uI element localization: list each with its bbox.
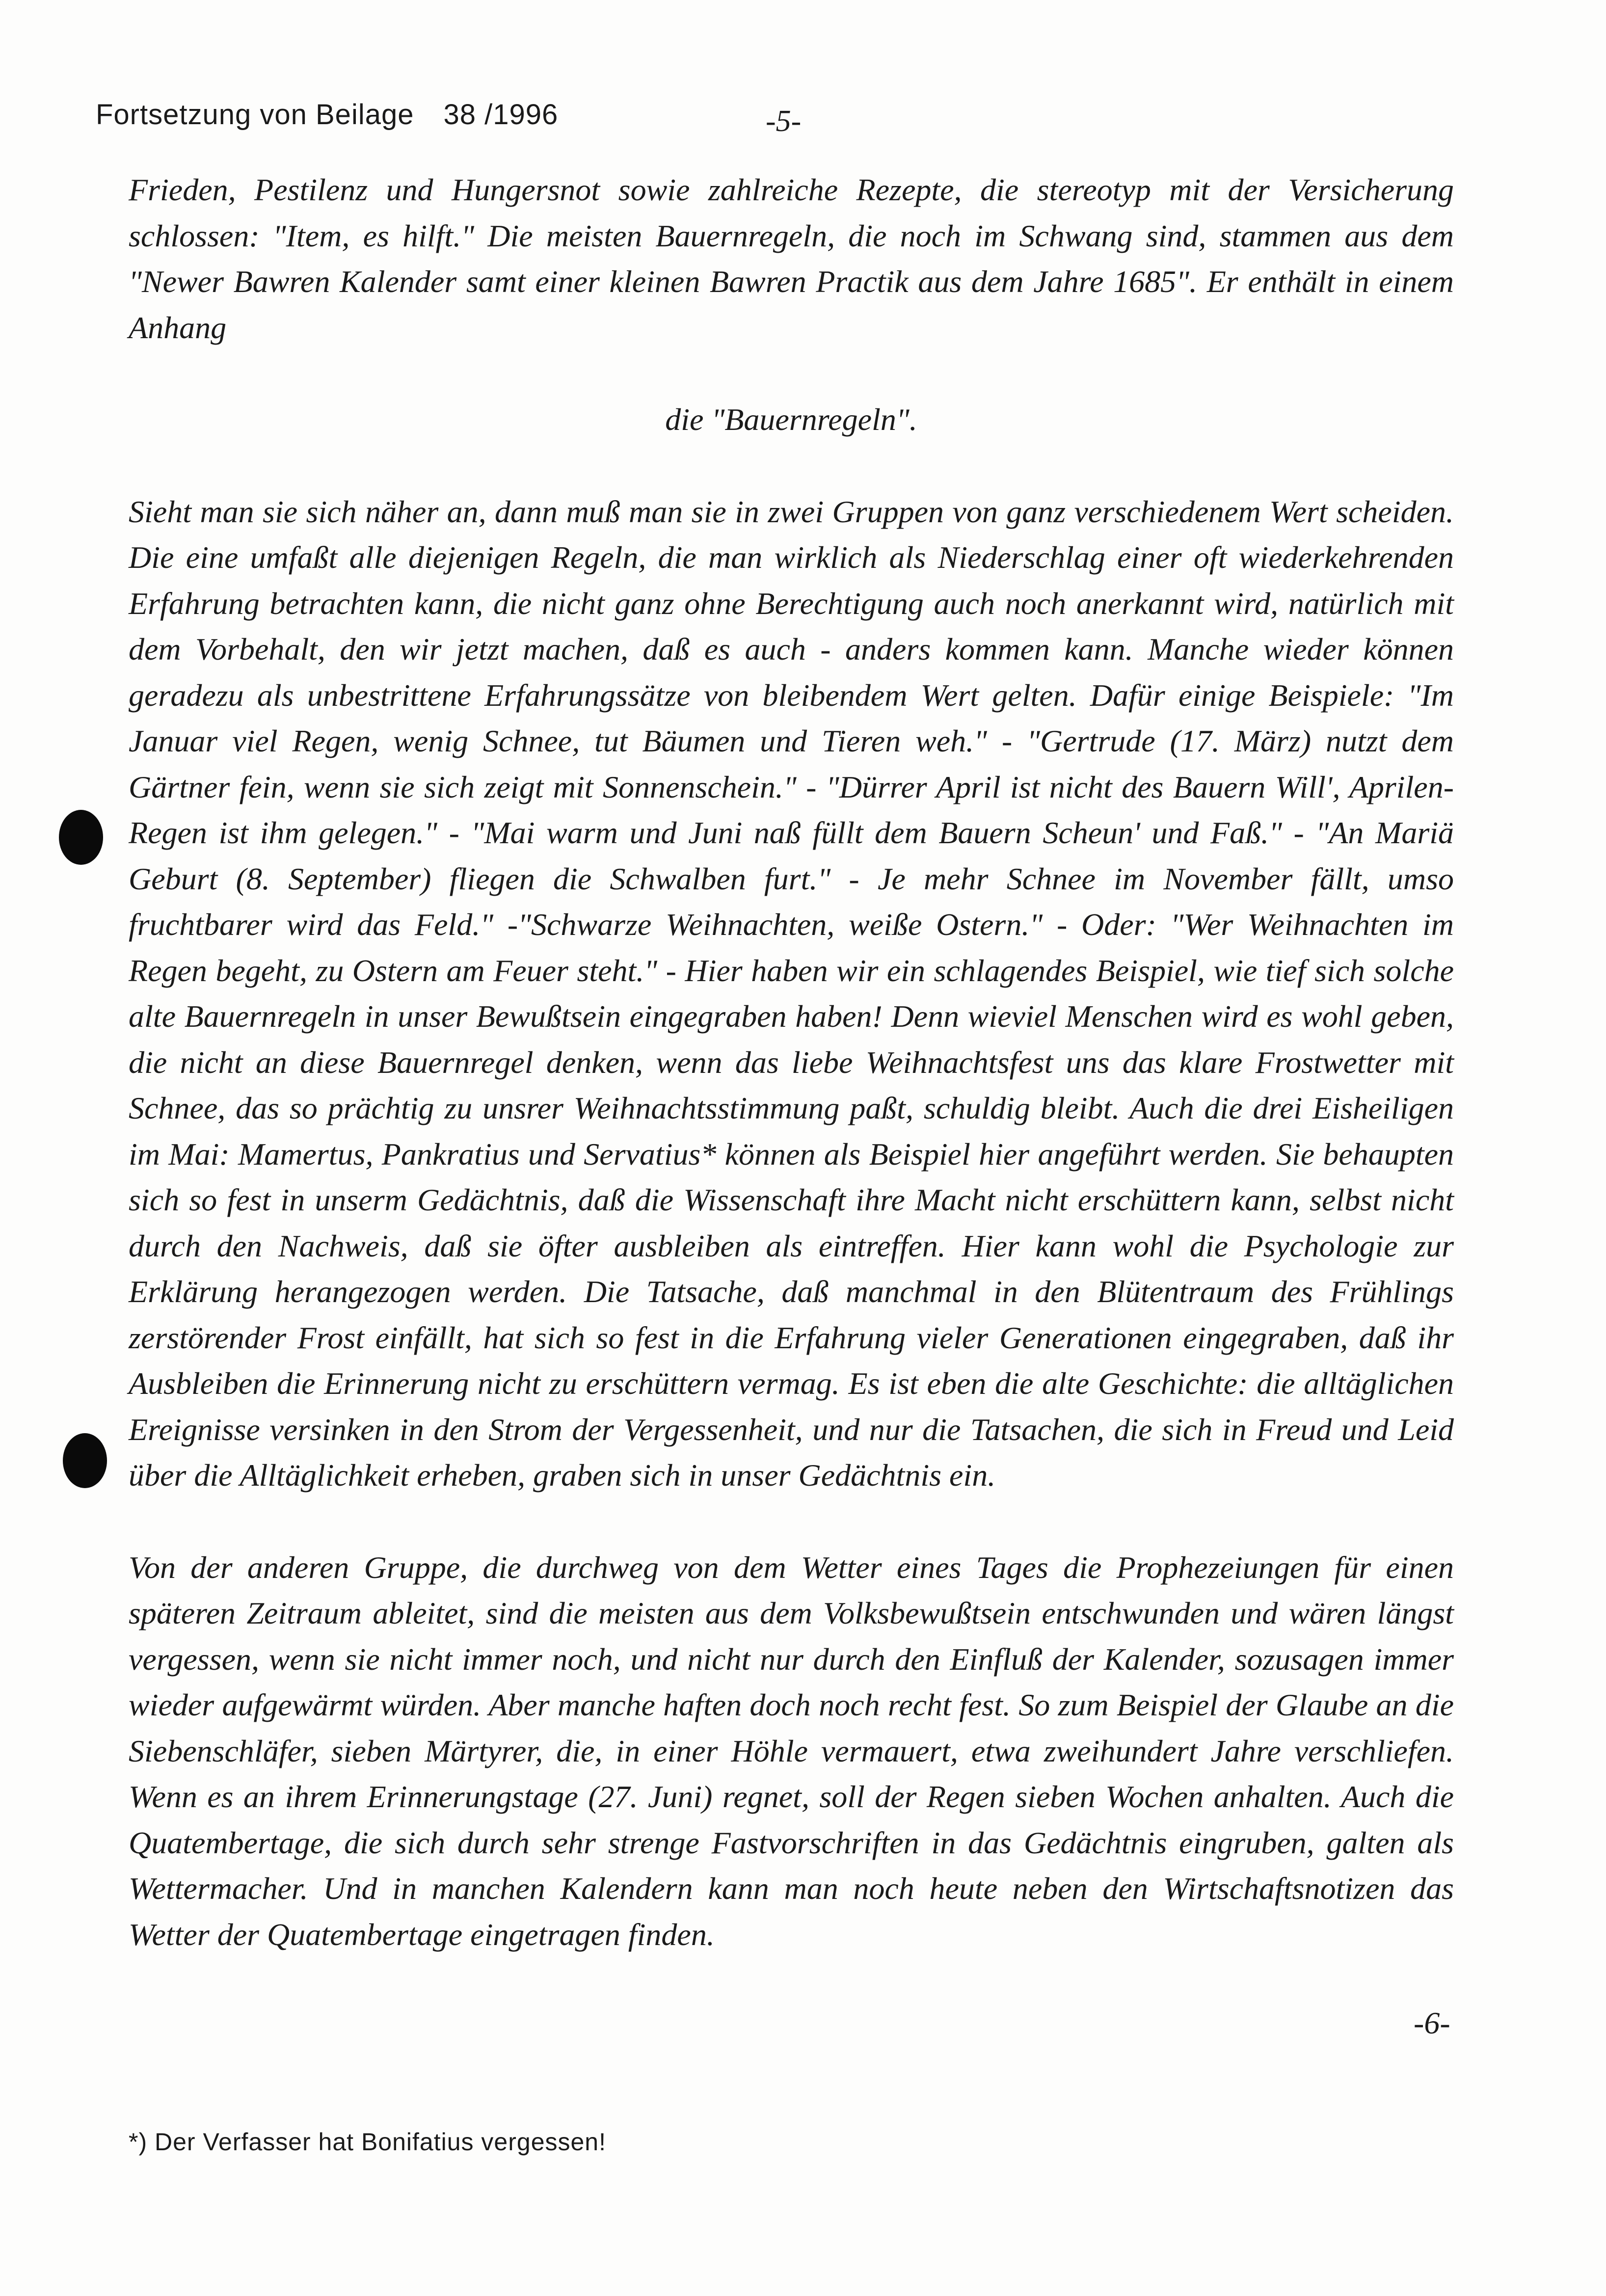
section-heading: die "Bauernregeln". <box>665 402 917 437</box>
body-text <box>129 167 1454 1957</box>
header-reference: 38 /1996 <box>443 99 559 131</box>
page-header <box>96 98 558 131</box>
next-page-marker: -6- <box>1414 2005 1450 2040</box>
page-number: -5- <box>766 105 802 138</box>
footnote: *) Der Verfasser hat Bonifatius vergessen! <box>129 2128 607 2156</box>
header-label: Fortsetzung von Beilage <box>96 99 414 131</box>
paragraph-2: Sieht man sie sich näher an, dann muß man sie in zwei Gruppen von ganz verschiedenem Wert scheiden. Die eine umfaßt alle diejenigen Regeln, die man wirklich als Niederschlag einer oft wiederkehrenden Erfahrung betrachten kann, die nicht ganz ohne Berechtigung auch noch anerkannt wird, natürlich mit dem Vorbehalt, den wir jetzt machen, daß es auch - anders kommen kann. Manche wieder können geradezu als unbestrittene Erfahrungssätze von bleibendem Wert gelten. Dafür einige Beispiele: "Im Januar viel Regen, wenig Schnee, tut Bäumen und Tieren weh." - "Gertrude (17. März) nutzt dem Gärtner fein, wenn sie sich zeigt mit Sonnenschein." - "Dürrer April ist nicht des Bauern Will', Aprilen-Regen ist ihm gelegen." - "Mai warm und Juni naß füllt dem Bauern Scheun' und Faß." - "An Mariä Geburt (8. September) fliegen die Schwalben furt." - Je mehr Schnee im November fällt, umso fruchtbarer wird das Feld." -"Schwarze Weihnachten, weiße Ostern." - Oder: "Wer Weihnachten im Regen begeht, zu Ostern am Feuer steht." - Hier haben wir ein schlagendes Beispiel, wie tief sich solche alte Bauernregeln in unser Bewußtsein eingegraben haben! Denn wieviel Menschen wird es wohl geben, die nicht an diese Bauernregel denken, wenn das liebe Weihnachtsfest uns das klare Frostwetter mit Schnee, das so prächtig zu unsrer Weihnachtsstimmung paßt, schuldig bleibt. Auch die drei Eisheiligen im Mai: Mamertus, Pankratius und Servatius* können als Beispiel hier angeführt werden. Sie behaupten sich so fest in unserm Gedächtnis, daß die Wissenschaft ihre Macht nicht erschüttern kann, selbst nicht durch den Nachweis, daß sie öfter ausbleiben als eintreffen. Hier kann wohl die Psychologie zur Erklärung herangezogen werden. Die Tatsache, daß manchmal in den Blütentraum des Frühlings zerstörender Frost einfällt, hat sich so fest in die Erfahrung vieler Generationen eingegraben, daß ihr Ausbleiben die Erinnerung nicht zu erschüttern vermag. Es ist eben die alte Geschichte: die alltäglichen Ereignisse versinken in den Strom der Vergessenheit, und nur die Tatsachen, die sich in Freud und Leid über die Alltäglichkeit erheben, graben sich in unser Gedächtnis ein. <box>129 494 1454 1493</box>
paragraph-1: Frieden, Pestilenz und Hungersnot sowie zahlreiche Rezepte, die stereotyp mit der Versicherung schlossen: "Item, es hilft." Die meisten Bauernregeln, die noch im Schwang sind, stammen aus dem "Newer Bawren Kalender samt einer kleinen Bawren Practik aus dem Jahre 1685". Er enthält in einem Anhang <box>129 172 1454 345</box>
punch-hole <box>59 810 103 865</box>
punch-hole <box>63 1433 107 1488</box>
paragraph-3: Von der anderen Gruppe, die durchweg von dem Wetter eines Tages die Prophezeiungen für einen späteren Zeitraum ableitet, sind die meisten aus dem Volksbewußtsein entschwunden und wären längst vergessen, wenn sie nicht immer noch, und nicht nur durch den Einfluß der Kalender, sozusagen immer wieder aufgewärmt würden. Aber manche haften doch noch recht fest. So zum Beispiel der Glaube an die Siebenschläfer, sieben Märtyrer, die, in einer Höhle vermauert, etwa zweihundert Jahre verschliefen. Wenn es an ihrem Erinnerungstage (27. Juni) regnet, soll der Regen sieben Wochen anhalten. Auch die Quatembertage, die sich durch sehr strenge Fastvorschriften in das Gedächtnis eingruben, galten als Wettermacher. Und in manchen Kalendern kann man noch heute neben den Wirtschaftsnotizen das Wetter der Quatembertage eingetragen finden. <box>129 1549 1454 1952</box>
